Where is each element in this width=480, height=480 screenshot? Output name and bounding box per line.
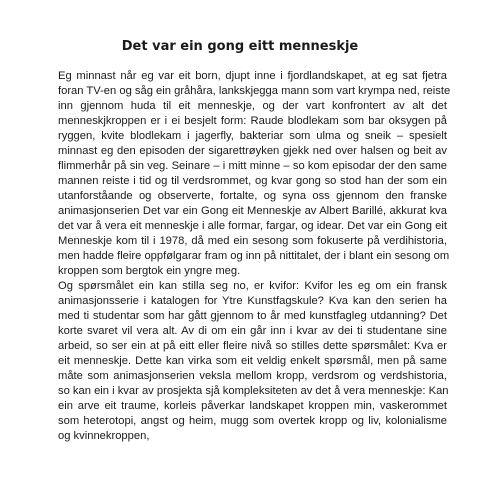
text-line: Og spørsmålet ein kan stilla seg no, er kvifor: Kvifor les eg om ein fransk <box>58 280 447 292</box>
text-line: foran TV-en og såg ein gråhåra, lankskjegga mann som vart krympa ned, reiste <box>58 85 451 97</box>
text-line: ryggen, kvite blodlekam i jagerfly, bakteriar som ulma og sneik – spesielt <box>58 130 447 142</box>
text-line: korte svaret vil vera alt. Av di om ein går inn i kvar av dei ti studentane sine <box>58 325 447 337</box>
text-line: som heterotopi, angst og heim, mugg som overtek kropp og liv, kolonialisme <box>58 415 447 427</box>
text-line: minnast eg den episoden der sigarettrøyken gjekk ned over halsen og beit av <box>58 145 447 157</box>
text-line: utanforståande og observerte, fortalte, og syna oss gjennom den franske <box>58 190 447 202</box>
text-line: med ti studentar som har gått gjennom to år med kunstfagleg utdanning? Det <box>58 310 447 322</box>
text-line: mannen reiste i tid og til verdsrommet, og kvar gong so stod han der som ein <box>58 175 447 187</box>
text-line: måte som animasjonserien veksla mellom kropp, verdsrom og verdshistoria, <box>58 370 447 382</box>
text-line: og kvinnekroppen, <box>58 430 150 442</box>
text-line: Menneskje kom til i 1978, då med ein sesong som fokuserte på verdihistoria, <box>58 235 447 247</box>
paragraph-1 <box>58 69 451 279</box>
text-line: Eg minnast når eg var eit born, djupt inne i fjordlandskapet, at eg sat fjetra <box>58 70 447 82</box>
paragraph-2 <box>58 279 447 444</box>
text-line: animasjonserien Det var ein Gong eit Menneskje av Albert Barillé, akkurat kva <box>58 205 447 217</box>
text-line: kroppen som bergtok ein yngre meg. <box>58 265 241 277</box>
text-line: men hadde fleire oppfølgarar fram og inn på nittitalet, der i blant ein sesong om <box>58 250 450 262</box>
document-title: Det var ein gong eitt menneskje <box>121 39 359 54</box>
text-line: menneskjkroppen er i ei besjelt form: Raude blodlekam som bar oksygen på <box>58 115 447 127</box>
text-line: eit menneskje. Dette kan virka som eit veldig enkelt spørsmål, men på same <box>58 355 447 367</box>
text-line: arbeid, so ser ein at på eitt eller fleire nivå so stilles dette spørsmålet: Kva er <box>58 340 447 352</box>
text-line: so kan ein i kvar av prosjekta sjå kompleksiteten av det å vera menneskje: Kan <box>58 385 449 397</box>
text-line: animasjonsserie i katalogen for Ytre Kunstfagskule? Kva kan den serien ha <box>58 295 447 307</box>
text-line: inn gjennom huda til eit menneskje, og der vart konfrontert av alt det <box>58 100 447 112</box>
text-line: det var å vera eit menneskje i alle formar, fargar, og idear. Det var ein Gong eit <box>58 220 447 232</box>
text-line: ein arve eit traume, korleis påverkar landskapet kroppen min, vaskerommet <box>58 400 447 412</box>
text-line: flimmerhår på sin veg. Seinare – i mitt minne – so kom episodar der den same <box>58 160 447 172</box>
